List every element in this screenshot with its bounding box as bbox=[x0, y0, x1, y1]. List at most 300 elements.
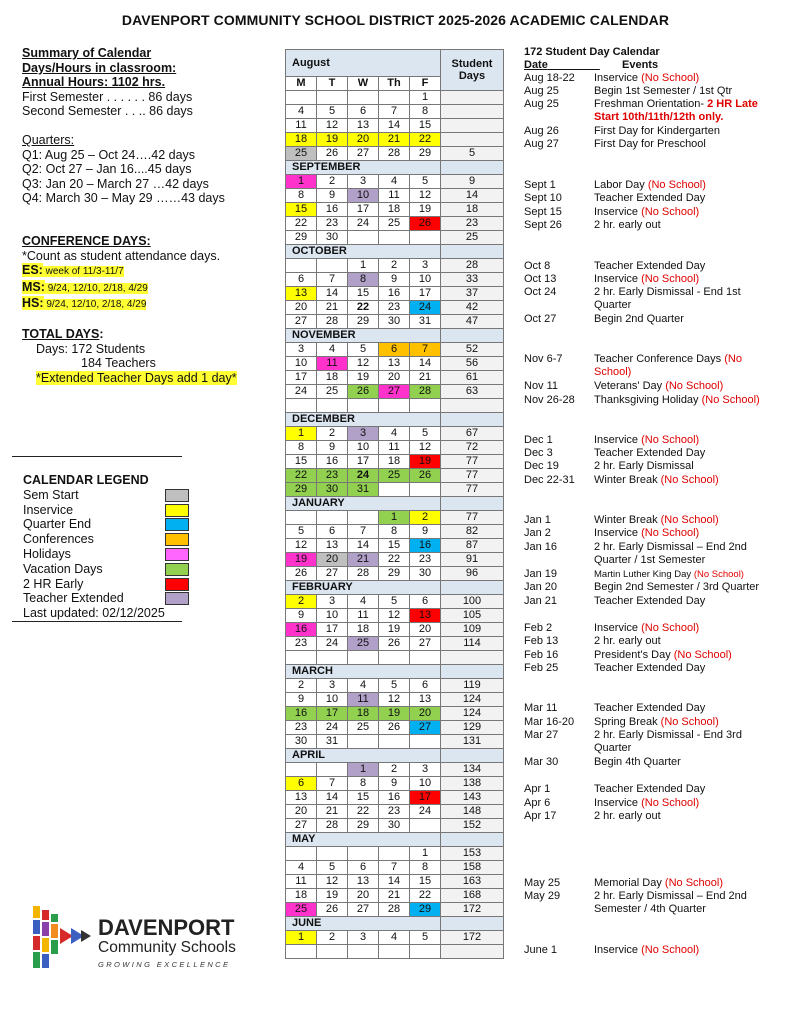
event-description: Begin 2nd Semester / 3rd Quarter bbox=[594, 581, 760, 593]
event-date: Oct 24 bbox=[524, 286, 557, 298]
day-cell bbox=[410, 735, 441, 749]
event-text bbox=[594, 649, 780, 662]
student-days-cell: 63 bbox=[441, 385, 504, 399]
day-cell: 4 bbox=[286, 861, 317, 875]
day-cell: 22 bbox=[348, 301, 379, 315]
legend-swatch bbox=[165, 489, 189, 502]
days-teachers: 184 Teachers bbox=[81, 356, 156, 371]
day-cell: 6 bbox=[317, 525, 348, 539]
student-days-cell bbox=[441, 133, 504, 147]
summary-panel: Summary of Calendar Days/Hours in classroom: Annual Hours: 1102 hrs. First Semester . . . . . . 86 days Second Semester . . .. 86 days Quarters: Q1: Aug 25 – Oct 24….42 days Q2: Oct 27 – Jan 16....45 days Q3: Jan 20 – March 27 …42 days Q4: March 30 – May 29 ……43 days CONFERENCE DAYS: *Count as student attendance days. ES: week of 11/3-11/7 MS: 9/24, 12/10, 2/18, 4/29 HS: 9/24, 12/10, 2/18, 4/29 TOTAL DAYS: Days: 172 Students 184 Teachers *Extended Teacher Days add 1 day* bbox=[22, 46, 267, 385]
legend-swatch bbox=[165, 578, 189, 591]
student-days-cell: 9 bbox=[441, 175, 504, 189]
event-description: President's Day bbox=[594, 649, 671, 661]
day-cell: 19 bbox=[317, 133, 348, 147]
day-cell: 31 bbox=[348, 483, 379, 497]
event-text bbox=[594, 260, 780, 273]
day-cell: 10 bbox=[410, 777, 441, 791]
day-cell: 23 bbox=[286, 721, 317, 735]
day-cell: 1 bbox=[379, 511, 410, 525]
student-days-cell: 91 bbox=[441, 553, 504, 567]
day-cell: 18 bbox=[286, 133, 317, 147]
calendar-grid bbox=[285, 49, 504, 959]
student-days-cell: 52 bbox=[441, 343, 504, 357]
day-cell: 8 bbox=[410, 105, 441, 119]
student-days-cell bbox=[441, 329, 504, 343]
day-cell: 12 bbox=[379, 693, 410, 707]
day-cell bbox=[348, 511, 379, 525]
day-cell: 6 bbox=[286, 777, 317, 791]
student-days-cell bbox=[441, 413, 504, 427]
event-date: Jan 16 bbox=[524, 541, 558, 553]
day-cell: 4 bbox=[379, 427, 410, 441]
event-description: Veterans' Day bbox=[594, 380, 663, 392]
legend-item bbox=[23, 547, 182, 562]
day-cell: 16 bbox=[317, 203, 348, 217]
day-cell: 15 bbox=[410, 875, 441, 889]
day-cell: 2 bbox=[286, 595, 317, 609]
event-text bbox=[594, 568, 780, 581]
day-cell: 22 bbox=[348, 805, 379, 819]
day-cell: 29 bbox=[348, 819, 379, 833]
day-cell: 25 bbox=[348, 637, 379, 651]
day-cell: 23 bbox=[317, 469, 348, 483]
legend-item bbox=[23, 503, 182, 518]
day-cell: 24 bbox=[317, 721, 348, 735]
no-school-note: (No School) bbox=[594, 353, 742, 378]
day-cell bbox=[410, 399, 441, 413]
legend-item bbox=[23, 577, 182, 592]
student-days-cell: 23 bbox=[441, 217, 504, 231]
day-cell: 21 bbox=[317, 805, 348, 819]
total-heading: TOTAL DAYS bbox=[22, 326, 100, 341]
day-cell: 11 bbox=[348, 693, 379, 707]
event-description: 2 hr. Early Dismissal – End 2nd Quarter / 1st Semester bbox=[594, 541, 747, 566]
day-cell: 13 bbox=[286, 791, 317, 805]
day-cell: 9 bbox=[317, 441, 348, 455]
event-description: Spring Break bbox=[594, 716, 658, 728]
day-cell: 9 bbox=[379, 273, 410, 287]
day-cell: 28 bbox=[410, 385, 441, 399]
legend-swatch bbox=[165, 592, 189, 605]
day-cell: 7 bbox=[348, 525, 379, 539]
day-cell: 4 bbox=[379, 175, 410, 189]
day-cell: 5 bbox=[410, 427, 441, 441]
no-school-note: (No School) bbox=[641, 622, 700, 634]
day-cell: 4 bbox=[317, 343, 348, 357]
day-cell: 5 bbox=[410, 175, 441, 189]
student-days-cell: 153 bbox=[441, 847, 504, 861]
day-cell: 9 bbox=[286, 609, 317, 623]
logo-tagline: GROWING EXCELLENCE bbox=[98, 960, 231, 969]
day-cell: 27 bbox=[286, 819, 317, 833]
day-cell: 6 bbox=[379, 343, 410, 357]
no-school-note: (No School) bbox=[647, 179, 706, 191]
student-days-cell bbox=[441, 749, 504, 763]
student-days-cell: 163 bbox=[441, 875, 504, 889]
event-text bbox=[594, 474, 780, 487]
day-cell: 8 bbox=[348, 273, 379, 287]
student-days-cell: 109 bbox=[441, 623, 504, 637]
legend-label: Inservice bbox=[23, 502, 74, 517]
day-cell: 9 bbox=[410, 525, 441, 539]
legend-label: Quarter End bbox=[23, 517, 92, 532]
student-days-cell: 82 bbox=[441, 525, 504, 539]
day-cell: 2 bbox=[379, 259, 410, 273]
event-description: 2 hr. early out bbox=[594, 810, 661, 822]
day-cell: 6 bbox=[348, 105, 379, 119]
events-col-events: Events bbox=[622, 59, 659, 71]
day-cell: 7 bbox=[379, 861, 410, 875]
day-cell: 24 bbox=[317, 637, 348, 651]
day-cell: 5 bbox=[348, 343, 379, 357]
event-date: Mar 16-20 bbox=[524, 716, 575, 728]
day-cell: 24 bbox=[286, 385, 317, 399]
event-text bbox=[594, 434, 780, 447]
day-cell: 17 bbox=[348, 455, 379, 469]
event-description: Memorial Day bbox=[594, 877, 662, 889]
day-cell: 20 bbox=[317, 553, 348, 567]
day-cell: 5 bbox=[410, 931, 441, 945]
event-date: Apr 17 bbox=[524, 810, 557, 822]
day-cell: 1 bbox=[410, 91, 441, 105]
day-cell: 3 bbox=[410, 259, 441, 273]
no-school-note: (No School) bbox=[664, 877, 723, 889]
day-cell: 12 bbox=[348, 357, 379, 371]
day-cell: 7 bbox=[410, 343, 441, 357]
student-days-cell: 172 bbox=[441, 903, 504, 917]
student-days-cell: 77 bbox=[441, 511, 504, 525]
day-cell: 10 bbox=[410, 273, 441, 287]
student-days-cell: 148 bbox=[441, 805, 504, 819]
day-cell: 20 bbox=[348, 133, 379, 147]
conference-heading: CONFERENCE DAYS: bbox=[22, 233, 151, 248]
student-days-cell bbox=[441, 91, 504, 105]
day-cell: 27 bbox=[286, 315, 317, 329]
event-date: Dec 1 bbox=[524, 434, 553, 446]
day-cell: 26 bbox=[410, 217, 441, 231]
day-cell: 3 bbox=[317, 679, 348, 693]
quarters-heading: Quarters: bbox=[22, 132, 75, 147]
day-cell: 26 bbox=[348, 385, 379, 399]
day-cell: 11 bbox=[286, 875, 317, 889]
day-cell: 14 bbox=[410, 357, 441, 371]
day-cell: 25 bbox=[379, 469, 410, 483]
student-days-cell bbox=[441, 399, 504, 413]
month-header: APRIL bbox=[286, 749, 441, 763]
event-description: Teacher Extended Day bbox=[594, 662, 706, 674]
day-cell bbox=[410, 231, 441, 245]
event-date: Sept 26 bbox=[524, 219, 562, 231]
student-days-cell: 77 bbox=[441, 469, 504, 483]
day-cell: 18 bbox=[348, 623, 379, 637]
day-cell bbox=[317, 91, 348, 105]
event-date: Aug 25 bbox=[524, 98, 559, 110]
day-cell: 22 bbox=[410, 133, 441, 147]
weekday-header: F bbox=[410, 77, 441, 91]
day-cell: 29 bbox=[410, 903, 441, 917]
student-days-cell: 131 bbox=[441, 735, 504, 749]
event-date: Sept 15 bbox=[524, 206, 562, 218]
day-cell bbox=[286, 763, 317, 777]
student-days-cell bbox=[441, 651, 504, 665]
day-cell bbox=[410, 945, 441, 959]
day-cell: 30 bbox=[379, 819, 410, 833]
day-cell: 26 bbox=[379, 721, 410, 735]
event-description: First Day for Kindergarten bbox=[594, 125, 720, 137]
annual-hours: Annual Hours: 1102 hrs. bbox=[22, 75, 166, 90]
day-cell: 24 bbox=[348, 217, 379, 231]
event-description: 2 hr. early out bbox=[594, 635, 661, 647]
event-date: Nov 26-28 bbox=[524, 394, 575, 406]
day-cell: 15 bbox=[379, 539, 410, 553]
event-description: First Day for Preschool bbox=[594, 138, 706, 150]
day-cell: 16 bbox=[379, 791, 410, 805]
day-cell: 30 bbox=[379, 315, 410, 329]
day-cell bbox=[379, 231, 410, 245]
event-text bbox=[594, 514, 780, 527]
second-semester-days: Second Semester . . .. 86 days bbox=[22, 104, 193, 119]
event-description: Teacher Extended Day bbox=[594, 192, 706, 204]
extended-note: *Extended Teacher Days add 1 day* bbox=[36, 370, 237, 385]
month-header: FEBRUARY bbox=[286, 581, 441, 595]
day-cell: 3 bbox=[348, 175, 379, 189]
day-cell: 3 bbox=[317, 595, 348, 609]
event-text bbox=[594, 138, 780, 151]
event-date: Apr 1 bbox=[524, 783, 551, 795]
student-days-cell: 37 bbox=[441, 287, 504, 301]
day-cell: 15 bbox=[348, 287, 379, 301]
event-text bbox=[594, 460, 780, 473]
day-cell: 6 bbox=[410, 679, 441, 693]
logo-text bbox=[98, 917, 236, 969]
event-text bbox=[594, 783, 780, 796]
ms-value: 9/24, 12/10, 2/18, 4/29 bbox=[45, 283, 148, 294]
student-days-cell bbox=[441, 245, 504, 259]
day-cell: 19 bbox=[379, 707, 410, 721]
month-header: JANUARY bbox=[286, 497, 441, 511]
day-cell: 10 bbox=[286, 357, 317, 371]
day-cell: 13 bbox=[317, 539, 348, 553]
event-text bbox=[594, 527, 780, 540]
no-school-note: (No School) bbox=[660, 474, 719, 486]
day-cell: 23 bbox=[379, 805, 410, 819]
event-date: Mar 30 bbox=[524, 756, 559, 768]
event-text bbox=[594, 541, 780, 567]
day-cell: 3 bbox=[348, 931, 379, 945]
day-cell: 8 bbox=[286, 189, 317, 203]
day-cell bbox=[286, 511, 317, 525]
day-cell: 2 bbox=[317, 175, 348, 189]
logo-subname: Community Schools bbox=[98, 939, 236, 956]
day-cell: 21 bbox=[379, 889, 410, 903]
quarter-2: Q2: Oct 27 – Jan 16....45 days bbox=[22, 162, 192, 177]
day-cell: 29 bbox=[348, 315, 379, 329]
month-header: MAY bbox=[286, 833, 441, 847]
event-date: Sept 1 bbox=[524, 179, 556, 191]
event-description: Teacher Conference Days bbox=[594, 353, 722, 365]
event-date: Dec 22-31 bbox=[524, 474, 575, 486]
page-title: DAVENPORT COMMUNITY SCHOOL DISTRICT 2025-2026 ACADEMIC CALENDAR bbox=[121, 12, 670, 28]
weekday-header: W bbox=[348, 77, 379, 91]
day-cell: 11 bbox=[379, 189, 410, 203]
day-cell: 11 bbox=[379, 441, 410, 455]
day-cell bbox=[317, 847, 348, 861]
day-cell: 28 bbox=[348, 567, 379, 581]
student-days-cell: 77 bbox=[441, 483, 504, 497]
day-cell: 9 bbox=[286, 693, 317, 707]
event-date: May 29 bbox=[524, 890, 561, 902]
event-text bbox=[594, 797, 780, 810]
day-cell: 8 bbox=[348, 777, 379, 791]
day-cell: 29 bbox=[379, 567, 410, 581]
event-text bbox=[594, 595, 780, 608]
event-date: Feb 2 bbox=[524, 622, 553, 634]
day-cell: 11 bbox=[286, 119, 317, 133]
student-days-cell: 172 bbox=[441, 931, 504, 945]
event-description: Inservice bbox=[594, 797, 639, 809]
day-cell: 27 bbox=[348, 147, 379, 161]
legend-item bbox=[23, 517, 182, 532]
event-text bbox=[594, 353, 780, 379]
day-cell: 10 bbox=[317, 609, 348, 623]
es-label: ES: bbox=[22, 263, 43, 278]
day-cell: 12 bbox=[317, 875, 348, 889]
event-text bbox=[594, 447, 780, 460]
event-text bbox=[594, 286, 780, 312]
event-date: Oct 8 bbox=[524, 260, 551, 272]
day-cell: 25 bbox=[286, 147, 317, 161]
student-days-cell: 143 bbox=[441, 791, 504, 805]
day-cell: 5 bbox=[317, 861, 348, 875]
student-days-cell: 61 bbox=[441, 371, 504, 385]
student-days-cell bbox=[441, 497, 504, 511]
day-cell: 19 bbox=[379, 623, 410, 637]
day-cell: 12 bbox=[317, 119, 348, 133]
quarter-4: Q4: March 30 – May 29 ……43 days bbox=[22, 191, 225, 206]
weekday-header: M bbox=[286, 77, 317, 91]
event-description: 2 hr. Early Dismissal - End 3rd Quarter bbox=[594, 729, 742, 754]
day-cell: 20 bbox=[379, 371, 410, 385]
event-description: Inservice bbox=[594, 434, 639, 446]
student-days-cell bbox=[441, 105, 504, 119]
day-cell: 26 bbox=[410, 469, 441, 483]
student-days-cell: 100 bbox=[441, 595, 504, 609]
day-cell: 7 bbox=[317, 273, 348, 287]
day-cell bbox=[317, 259, 348, 273]
day-cell: 21 bbox=[379, 133, 410, 147]
day-cell: 3 bbox=[410, 763, 441, 777]
day-cell: 23 bbox=[379, 301, 410, 315]
day-cell: 13 bbox=[348, 119, 379, 133]
student-days-cell: 152 bbox=[441, 819, 504, 833]
day-cell: 10 bbox=[317, 693, 348, 707]
student-days-cell: 77 bbox=[441, 455, 504, 469]
student-days-cell bbox=[441, 581, 504, 595]
day-cell: 1 bbox=[410, 847, 441, 861]
day-cell: 12 bbox=[379, 609, 410, 623]
event-description: 2 hr. early out bbox=[594, 219, 661, 231]
event-date: Jan 2 bbox=[524, 527, 551, 539]
day-cell: 22 bbox=[379, 553, 410, 567]
legend-swatch bbox=[165, 518, 189, 531]
month-header: JUNE bbox=[286, 917, 441, 931]
event-date: Feb 16 bbox=[524, 649, 559, 661]
student-days-cell bbox=[441, 161, 504, 175]
day-cell: 14 bbox=[379, 119, 410, 133]
no-school-note: (No School) bbox=[660, 514, 719, 526]
legend-heading: CALENDAR LEGEND bbox=[23, 473, 149, 487]
student-days-cell: 72 bbox=[441, 441, 504, 455]
day-cell: 15 bbox=[286, 203, 317, 217]
event-description: 2 hr. Early Dismissal - End 1st Quarter bbox=[594, 286, 741, 311]
day-cell bbox=[348, 651, 379, 665]
day-cell: 8 bbox=[410, 861, 441, 875]
day-cell: 25 bbox=[379, 217, 410, 231]
month-header: DECEMBER bbox=[286, 413, 441, 427]
day-cell: 14 bbox=[317, 287, 348, 301]
event-text bbox=[594, 622, 780, 635]
day-cell: 20 bbox=[286, 301, 317, 315]
day-cell: 28 bbox=[317, 819, 348, 833]
event-text bbox=[594, 206, 780, 219]
event-text bbox=[594, 179, 780, 192]
day-cell: 13 bbox=[348, 875, 379, 889]
day-cell: 16 bbox=[379, 287, 410, 301]
month-header: MARCH bbox=[286, 665, 441, 679]
legend-label: Vacation Days bbox=[23, 561, 103, 576]
davenport-logo-icon bbox=[33, 906, 93, 970]
day-cell bbox=[348, 399, 379, 413]
student-days-cell: 25 bbox=[441, 231, 504, 245]
day-cell bbox=[379, 945, 410, 959]
month-header: August bbox=[286, 50, 441, 77]
day-cell: 6 bbox=[348, 861, 379, 875]
quarter-3: Q3: Jan 20 – March 27 …42 days bbox=[22, 176, 209, 191]
event-description: Teacher Extended Day bbox=[594, 447, 706, 459]
event-date: Aug 27 bbox=[524, 138, 559, 150]
day-cell: 2 bbox=[317, 427, 348, 441]
day-cell bbox=[317, 651, 348, 665]
last-updated: Last updated: 02/12/2025 bbox=[23, 606, 165, 621]
day-cell bbox=[410, 819, 441, 833]
day-cell bbox=[317, 763, 348, 777]
event-date: Dec 19 bbox=[524, 460, 559, 472]
student-days-cell: 124 bbox=[441, 707, 504, 721]
day-cell: 5 bbox=[286, 525, 317, 539]
day-cell bbox=[379, 399, 410, 413]
event-text bbox=[594, 125, 780, 138]
day-cell: 18 bbox=[379, 455, 410, 469]
day-cell bbox=[348, 91, 379, 105]
event-date: June 1 bbox=[524, 944, 558, 956]
weekday-header: T bbox=[317, 77, 348, 91]
event-date: Nov 6-7 bbox=[524, 353, 563, 365]
day-cell: 18 bbox=[379, 203, 410, 217]
event-description: Thanksgiving Holiday bbox=[594, 394, 699, 406]
conference-note: *Count as student attendance days. bbox=[22, 248, 221, 263]
day-cell bbox=[286, 91, 317, 105]
day-cell: 19 bbox=[286, 553, 317, 567]
day-cell: 18 bbox=[286, 889, 317, 903]
day-cell: 22 bbox=[286, 217, 317, 231]
events-heading: 172 Student Day Calendar bbox=[524, 46, 660, 58]
day-cell: 3 bbox=[348, 427, 379, 441]
day-cell: 7 bbox=[317, 777, 348, 791]
event-text bbox=[594, 273, 780, 286]
event-date: Aug 25 bbox=[524, 85, 559, 97]
student-days-cell: 129 bbox=[441, 721, 504, 735]
